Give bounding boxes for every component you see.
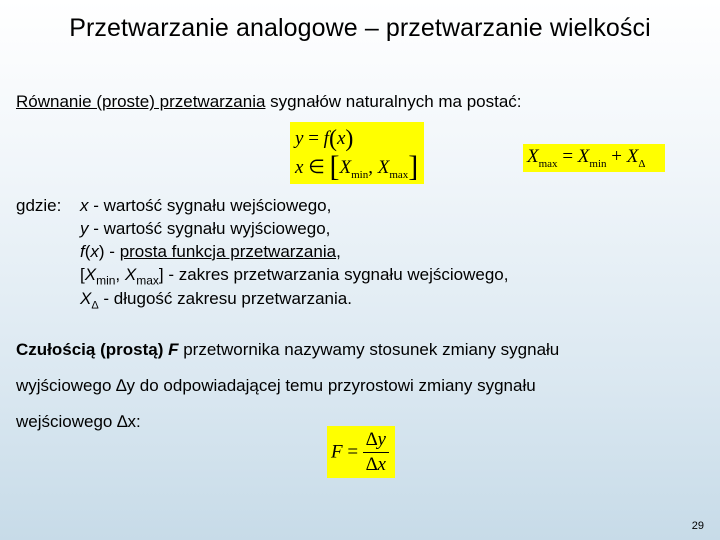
eq1-element-of: ∈ bbox=[303, 157, 330, 178]
equation-sensitivity-content bbox=[331, 429, 389, 476]
eq2-plus: + bbox=[606, 146, 627, 167]
definition-x bbox=[80, 196, 331, 216]
def-range-xmin-sub: min bbox=[96, 273, 116, 288]
sensitivity-var: F bbox=[168, 340, 179, 359]
def-length-text: - długość zakresu przetwarzania. bbox=[98, 289, 352, 308]
equation-range-content bbox=[527, 146, 645, 170]
def-y-var: y bbox=[80, 219, 89, 238]
def-f-underlined: prosta funkcja przetwarzania bbox=[119, 242, 337, 261]
def-f-end: , bbox=[336, 242, 341, 261]
equation-mapping-line2 bbox=[295, 150, 419, 183]
eq3-denominator: ∆x bbox=[365, 454, 386, 475]
definition-function bbox=[80, 242, 341, 262]
definition-y bbox=[80, 219, 330, 239]
eq2-xmin-sub: min bbox=[589, 157, 607, 170]
eq1-x: x bbox=[336, 128, 346, 149]
def-range-xmax: X bbox=[124, 265, 137, 284]
eq1-f: f bbox=[323, 128, 329, 149]
sensitivity-line2: wyjściowego ∆y do odpowiadającej temu przyrostowi zmiany sygnału bbox=[16, 376, 536, 395]
sensitivity-line1 bbox=[16, 340, 559, 360]
def-range-text: ] - zakres przetwarzania sygnału wejściowego, bbox=[158, 265, 509, 284]
def-x-var: x bbox=[80, 196, 89, 215]
intro-rest: sygnałów naturalnych ma postać: bbox=[265, 92, 522, 111]
def-f-open: ( bbox=[84, 242, 91, 261]
eq1-xmin: X bbox=[339, 157, 352, 178]
eq1-x2: x bbox=[295, 157, 304, 178]
eq2-equals: = bbox=[557, 146, 578, 167]
definitions-lead: gdzie: bbox=[16, 196, 62, 215]
sensitivity-bold: Czułością (prostą) bbox=[16, 340, 169, 359]
def-f-close: ) - bbox=[98, 242, 120, 261]
eq1-xmin-sub: min bbox=[351, 168, 369, 181]
intro-underlined: Równanie (proste) przetwarzania bbox=[16, 92, 266, 111]
def-y-text: - wartość sygnału wyjściowego, bbox=[88, 219, 331, 238]
page-number: 29 bbox=[691, 520, 704, 532]
eq1-close-bracket: ] bbox=[408, 150, 419, 183]
def-range-comma: , bbox=[115, 265, 125, 284]
eq2-xmax-sub: max bbox=[538, 157, 558, 170]
eq2-xmin: X bbox=[577, 146, 590, 167]
eq1-close-paren: ) bbox=[345, 126, 354, 152]
def-range-xmin: X bbox=[84, 265, 97, 284]
eq3-numerator: ∆y bbox=[363, 429, 389, 453]
eq1-xmax: X bbox=[377, 157, 390, 178]
slide-title: Przetwarzanie analogowe – przetwarzanie wielkości bbox=[69, 14, 651, 42]
def-range-open: [ bbox=[80, 265, 85, 284]
sensitivity-line3: wejściowego ∆x: bbox=[16, 412, 141, 431]
equation-mapping bbox=[290, 122, 424, 184]
intro-line bbox=[16, 92, 522, 112]
definition-range bbox=[80, 265, 509, 287]
eq1-comma: , bbox=[368, 157, 378, 178]
eq1-y: y bbox=[295, 128, 304, 149]
equation-mapping-line1 bbox=[295, 124, 353, 151]
eq1-open-paren: ( bbox=[328, 126, 337, 152]
sensitivity-line1-rest: przetwornika nazywamy stosunek zmiany sygnału bbox=[178, 340, 560, 359]
def-length-x: X bbox=[80, 289, 92, 308]
equation-sensitivity bbox=[327, 426, 395, 478]
def-x-text: - wartość sygnału wejściowego, bbox=[88, 196, 332, 215]
def-f-x: x bbox=[90, 242, 99, 261]
equation-range bbox=[523, 144, 665, 172]
eq1-open-bracket: [ bbox=[329, 150, 340, 183]
eq2-xdelta: X bbox=[626, 146, 639, 167]
eq3-f: F bbox=[331, 441, 343, 463]
eq1-xmax-sub: max bbox=[389, 168, 409, 181]
eq2-xmax: X bbox=[527, 146, 539, 167]
eq2-xdelta-sub: Δ bbox=[638, 157, 646, 170]
eq1-equals: = bbox=[303, 128, 324, 149]
definition-length bbox=[80, 289, 352, 311]
def-range-xmax-sub: max bbox=[136, 273, 159, 288]
eq3-equals: = bbox=[342, 441, 363, 463]
def-length-sub: Δ bbox=[91, 299, 99, 312]
eq3-fraction bbox=[363, 429, 389, 476]
def-f-var: f bbox=[80, 242, 85, 261]
